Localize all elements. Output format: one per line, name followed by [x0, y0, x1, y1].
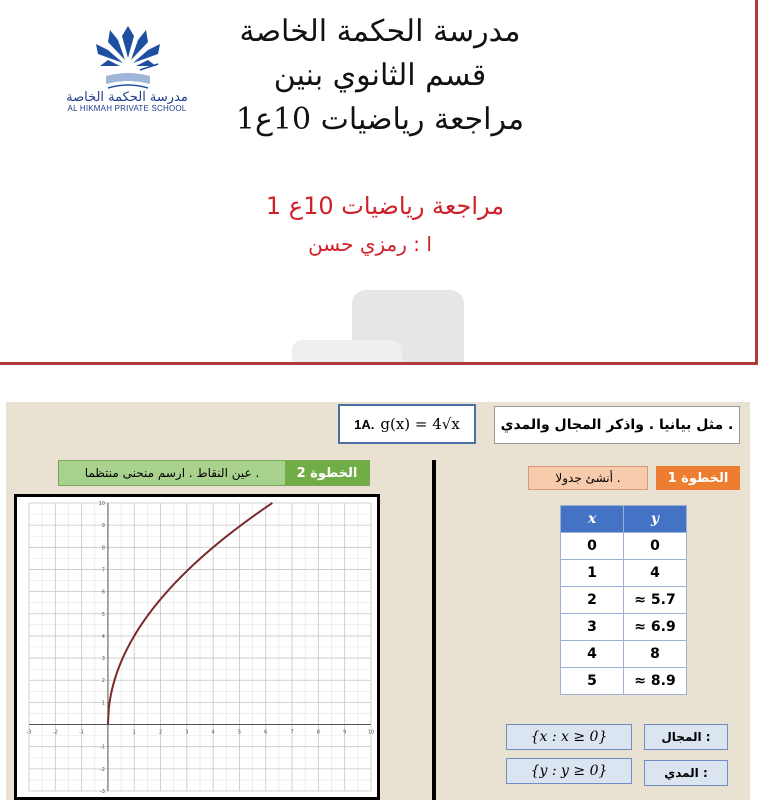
table-row — [561, 533, 687, 560]
x-tick-label: 8 — [316, 729, 320, 736]
y-tick-label: 6 — [101, 589, 105, 596]
x-tick-label: -1 — [79, 729, 85, 736]
step1-text: أنشئ جدولا . — [528, 466, 648, 490]
domain-value: {x : x ≥ 0} — [506, 724, 632, 750]
cell-x: 1 — [561, 560, 624, 587]
header-y: y — [624, 506, 687, 533]
y-tick-label: 3 — [101, 656, 105, 663]
range-label: المدي : — [644, 760, 728, 786]
step1-banner — [528, 466, 740, 490]
cell-x: 2 — [561, 587, 624, 614]
y-tick-label: 9 — [101, 523, 105, 530]
school-name: مدرسة الحكمة الخاصة — [239, 14, 521, 49]
review-title: مراجعة رياضيات 10ع1 — [235, 102, 525, 137]
values-table — [560, 505, 687, 695]
problem-instruction: مثل بيانيا . واذكر المجال والمدي . — [494, 406, 740, 444]
cell-y: ≈ 6.9 — [624, 614, 687, 641]
department-name: قسم الثانوي بنين — [273, 58, 487, 93]
x-tick-label: 9 — [343, 729, 347, 736]
x-tick-label: -2 — [52, 729, 58, 736]
review-subtitle: مراجعة رياضيات 10ع 1 — [265, 192, 505, 220]
table-row — [561, 560, 687, 587]
y-tick-label: -1 — [99, 744, 105, 751]
cell-y: 8 — [624, 641, 687, 668]
graph-panel — [14, 494, 380, 800]
header-section — [0, 0, 758, 365]
cell-x: 3 — [561, 614, 624, 641]
x-tick-label: 5 — [237, 729, 242, 736]
cell-y: ≈ 8.9 — [624, 668, 687, 695]
cell-y: 4 — [624, 560, 687, 587]
vertical-divider — [432, 460, 436, 800]
x-tick-label: 1 — [132, 729, 136, 736]
x-tick-label: 6 — [264, 729, 268, 736]
y-tick-label: 8 — [101, 545, 105, 552]
table-row — [561, 587, 687, 614]
y-tick-label: 7 — [101, 567, 105, 574]
teacher-name: ا : رمزي حسن — [308, 232, 432, 256]
cell-y: 0 — [624, 533, 687, 560]
x-tick-label: 7 — [290, 729, 294, 736]
table-row — [561, 641, 687, 668]
x-tick-label: -3 — [26, 729, 32, 736]
table-row — [561, 614, 687, 641]
cell-x: 5 — [561, 668, 624, 695]
function-box — [338, 404, 476, 444]
step2-text: عين النقاط . ارسم منحنى منتظما . — [84, 466, 260, 480]
step2-label: الخطوة 2 — [285, 461, 369, 485]
step2-banner — [58, 460, 370, 486]
x-tick-label: 4 — [211, 729, 215, 736]
x-tick-label: 10 — [367, 729, 375, 736]
logo-arabic-name: مدرسة الحكمة الخاصة — [66, 90, 188, 105]
y-tick-label: -3 — [99, 789, 105, 795]
y-tick-label: -2 — [99, 766, 105, 773]
domain-label: المجال : — [644, 724, 728, 750]
cell-y: ≈ 5.7 — [624, 587, 687, 614]
function-formula: g(x) = 4√x — [380, 415, 460, 433]
y-tick-label: 4 — [101, 633, 105, 640]
cell-x: 4 — [561, 641, 624, 668]
range-value: {y : y ≥ 0} — [506, 758, 632, 784]
page-gap — [0, 365, 758, 402]
y-tick-label: 10 — [98, 501, 105, 507]
step1-label: الخطوة 1 — [656, 466, 740, 490]
header-x: x — [561, 506, 624, 533]
function-plot — [17, 497, 377, 797]
x-tick-label: 2 — [158, 729, 163, 736]
table-row — [561, 668, 687, 695]
y-tick-label: 5 — [101, 611, 105, 618]
x-tick-label: 3 — [185, 729, 189, 736]
problem-number: 1A. — [354, 416, 375, 432]
cell-x: 0 — [561, 533, 624, 560]
logo-english-name: AL HIKMAH PRIVATE SCHOOL — [67, 104, 187, 113]
y-tick-label: 1 — [101, 700, 105, 707]
y-tick-label: 2 — [101, 678, 105, 685]
